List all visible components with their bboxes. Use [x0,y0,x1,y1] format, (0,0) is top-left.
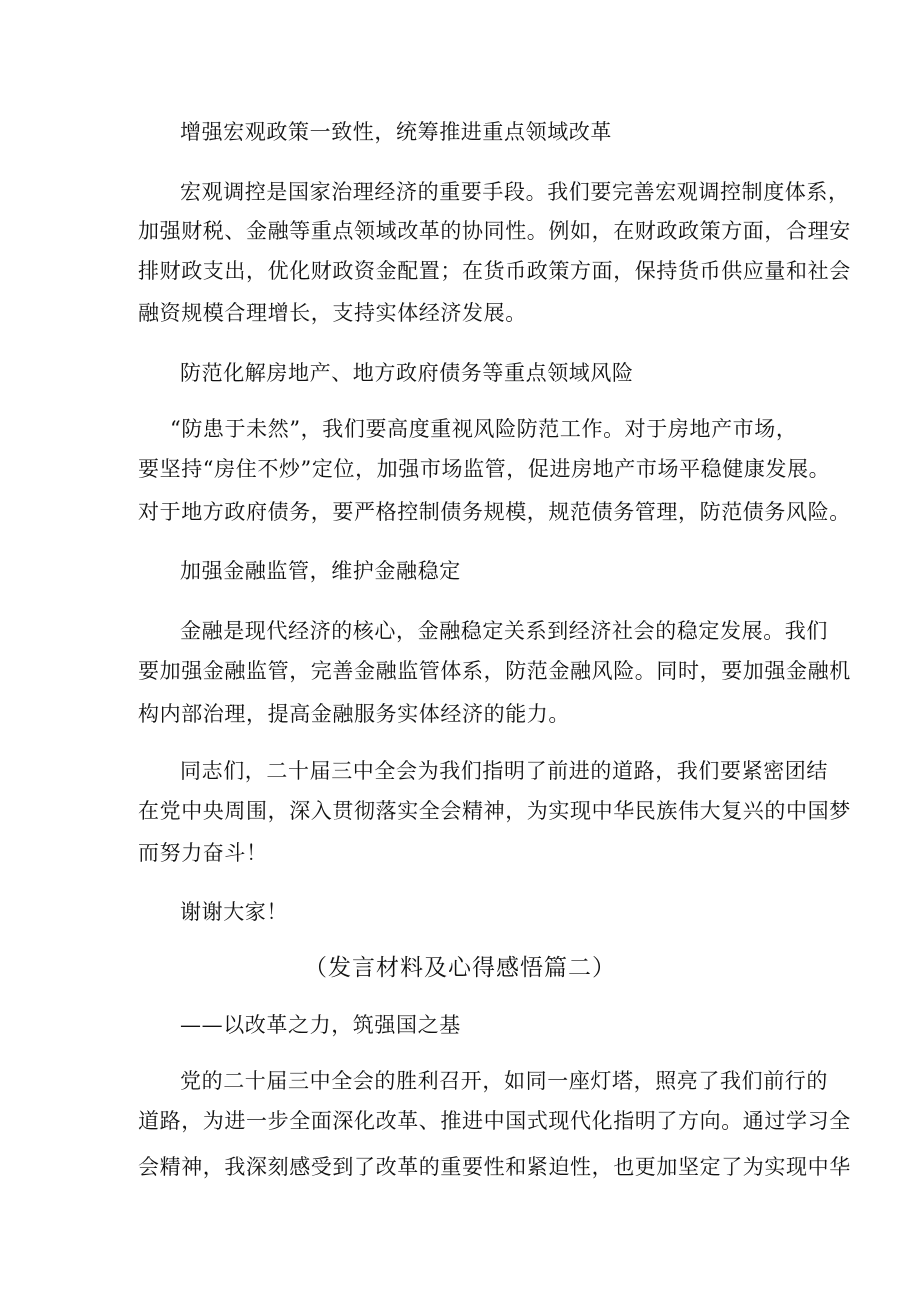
paragraph-line: 加强财税、金融等重点领域改革的协同性。例如，在财政政策方面，合理安 [138,219,851,243]
section-heading: 防范化解房地产、地方政府债务等重点领域风险 [180,361,634,385]
thanks-line: 谢谢大家！ [180,900,288,924]
paragraph-line: 金融是现代经济的核心，金融稳定关系到经济社会的稳定发展。我们 [180,619,828,643]
paragraph-line: “防患于未然”，我们要高度重视风险防范工作。对于房地产市场， [170,417,798,441]
closing-line: 在党中央周围，深入贯彻落实全会精神，为实现中华民族伟大复兴的中国梦 [138,799,851,823]
part-two-title: （发言材料及心得感悟篇二） [304,955,616,981]
section-heading: 加强金融监管，维护金融稳定 [180,559,461,583]
paragraph-line: 党的二十届三中全会的胜利召开，如同一座灯塔，照亮了我们前行的 [180,1069,828,1093]
closing-line: 而努力奋斗！ [138,841,268,865]
paragraph-line: 排财政支出，优化财政资金配置；在货币政策方面，保持货币供应量和社会 [138,259,851,283]
paragraph-line: 构内部治理，提高金融服务实体经济的能力。 [138,702,570,726]
paragraph-line: 道路，为进一步全面深化改革、推进中国式现代化指明了方向。通过学习全 [138,1109,851,1133]
paragraph-line: 宏观调控是国家治理经济的重要手段。我们要完善宏观调控制度体系， [180,180,850,204]
paragraph-line: 融资规模合理增长，支持实体经济发展。 [138,301,527,325]
closing-line: 同志们，二十届三中全会为我们指明了前进的道路，我们要紧密团结 [180,759,828,783]
paragraph-line: 对于地方政府债务，要严格控制债务规模，规范债务管理，防范债务风险。 [138,500,851,524]
paragraph-line: 要坚持“房住不炒”定位，加强市场监管，促进房地产市场平稳健康发展。 [138,457,831,481]
section-heading: 增强宏观政策一致性，统筹推进重点领域改革 [180,120,612,144]
paragraph-line: 要加强金融监管，完善金融监管体系，防范金融风险。同时，要加强金融机 [138,659,851,683]
paragraph-line: 会精神，我深刻感受到了改革的重要性和紧迫性，也更加坚定了为实现中华 [138,1155,851,1179]
part-two-subtitle: ——以改革之力，筑强国之基 [180,1013,461,1037]
